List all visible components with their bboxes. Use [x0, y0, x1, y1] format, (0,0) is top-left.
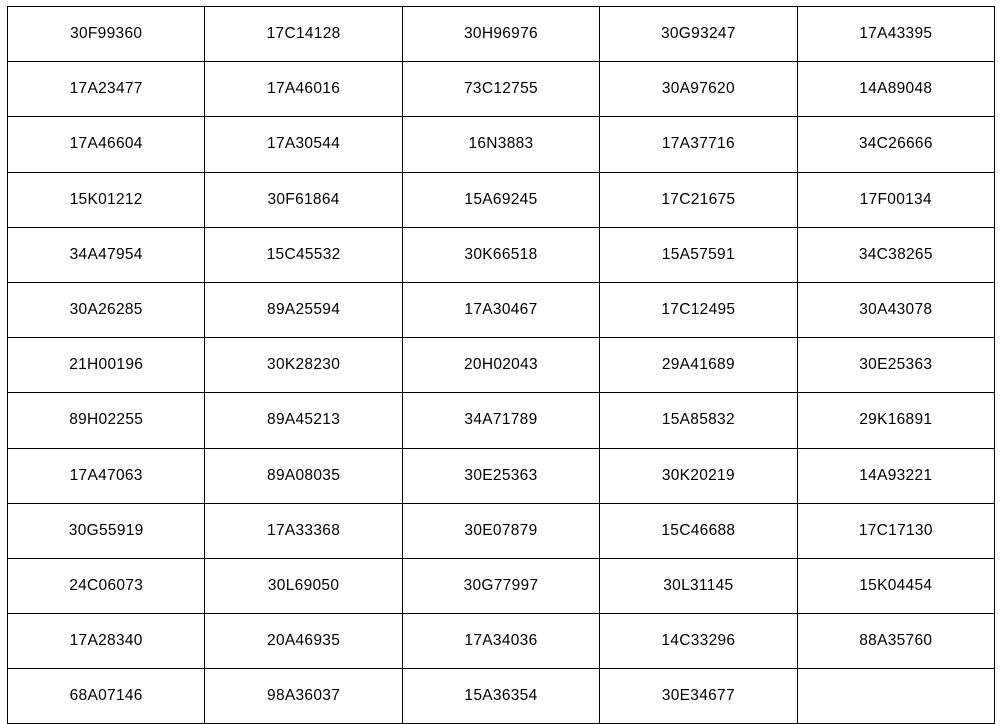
- code-cell: 30H96976: [402, 7, 599, 62]
- code-cell: 17C14128: [205, 7, 402, 62]
- code-cell: 16N3883: [402, 117, 599, 172]
- code-cell: 30G93247: [600, 7, 797, 62]
- table-row: [8, 7, 995, 62]
- code-cell: 30L31145: [600, 558, 797, 613]
- code-grid-table: [7, 6, 995, 724]
- code-cell: 88A35760: [797, 614, 994, 669]
- code-grid-body: [8, 7, 995, 724]
- code-cell: 15K01212: [8, 172, 205, 227]
- code-cell: 30E07879: [402, 503, 599, 558]
- table-row: [8, 282, 995, 337]
- code-cell: 30L69050: [205, 558, 402, 613]
- code-cell: 30K20219: [600, 448, 797, 503]
- code-cell: 30E25363: [402, 448, 599, 503]
- code-cell: 29K16891: [797, 393, 994, 448]
- code-cell: 17A34036: [402, 614, 599, 669]
- code-cell: 17A46016: [205, 62, 402, 117]
- code-cell: 34A47954: [8, 227, 205, 282]
- code-cell: 89A08035: [205, 448, 402, 503]
- code-cell: 17A33368: [205, 503, 402, 558]
- code-cell-empty: [797, 669, 994, 724]
- code-cell: 15A57591: [600, 227, 797, 282]
- code-cell: 15K04454: [797, 558, 994, 613]
- code-cell: 14A89048: [797, 62, 994, 117]
- code-cell: 17F00134: [797, 172, 994, 227]
- code-cell: 15C45532: [205, 227, 402, 282]
- code-cell: 34A71789: [402, 393, 599, 448]
- code-cell: 17A43395: [797, 7, 994, 62]
- code-cell: 17A30544: [205, 117, 402, 172]
- code-cell: 30G55919: [8, 503, 205, 558]
- table-row: [8, 227, 995, 282]
- table-row: [8, 503, 995, 558]
- code-cell: 17A30467: [402, 282, 599, 337]
- code-cell: 17A37716: [600, 117, 797, 172]
- code-cell: 30G77997: [402, 558, 599, 613]
- code-cell: 30K66518: [402, 227, 599, 282]
- code-cell: 15A36354: [402, 669, 599, 724]
- code-cell: 34C38265: [797, 227, 994, 282]
- code-cell: 30E34677: [600, 669, 797, 724]
- code-cell: 17C21675: [600, 172, 797, 227]
- table-row: [8, 669, 995, 724]
- code-cell: 21H00196: [8, 338, 205, 393]
- code-cell: 20H02043: [402, 338, 599, 393]
- code-cell: 20A46935: [205, 614, 402, 669]
- code-cell: 17A47063: [8, 448, 205, 503]
- table-row: [8, 448, 995, 503]
- code-cell: 30A43078: [797, 282, 994, 337]
- code-cell: 14C33296: [600, 614, 797, 669]
- table-row: [8, 62, 995, 117]
- table-row: [8, 614, 995, 669]
- code-cell: 89H02255: [8, 393, 205, 448]
- table-row: [8, 393, 995, 448]
- code-cell: 24C06073: [8, 558, 205, 613]
- code-cell: 14A93221: [797, 448, 994, 503]
- table-row: [8, 558, 995, 613]
- code-cell: 34C26666: [797, 117, 994, 172]
- code-cell: 89A45213: [205, 393, 402, 448]
- code-cell: 15C46688: [600, 503, 797, 558]
- code-cell: 30K28230: [205, 338, 402, 393]
- code-cell: 15A85832: [600, 393, 797, 448]
- code-cell: 17A46604: [8, 117, 205, 172]
- code-cell: 17C17130: [797, 503, 994, 558]
- table-row: [8, 117, 995, 172]
- code-cell: 89A25594: [205, 282, 402, 337]
- code-cell: 30F99360: [8, 7, 205, 62]
- table-row: [8, 172, 995, 227]
- code-cell: 17C12495: [600, 282, 797, 337]
- code-cell: 15A69245: [402, 172, 599, 227]
- code-cell: 98A36037: [205, 669, 402, 724]
- code-cell: 30A97620: [600, 62, 797, 117]
- code-cell: 73C12755: [402, 62, 599, 117]
- code-cell: 17A23477: [8, 62, 205, 117]
- code-cell: 68A07146: [8, 669, 205, 724]
- code-cell: 30F61864: [205, 172, 402, 227]
- code-cell: 30A26285: [8, 282, 205, 337]
- code-cell: 17A28340: [8, 614, 205, 669]
- code-cell: 30E25363: [797, 338, 994, 393]
- table-row: [8, 338, 995, 393]
- code-cell: 29A41689: [600, 338, 797, 393]
